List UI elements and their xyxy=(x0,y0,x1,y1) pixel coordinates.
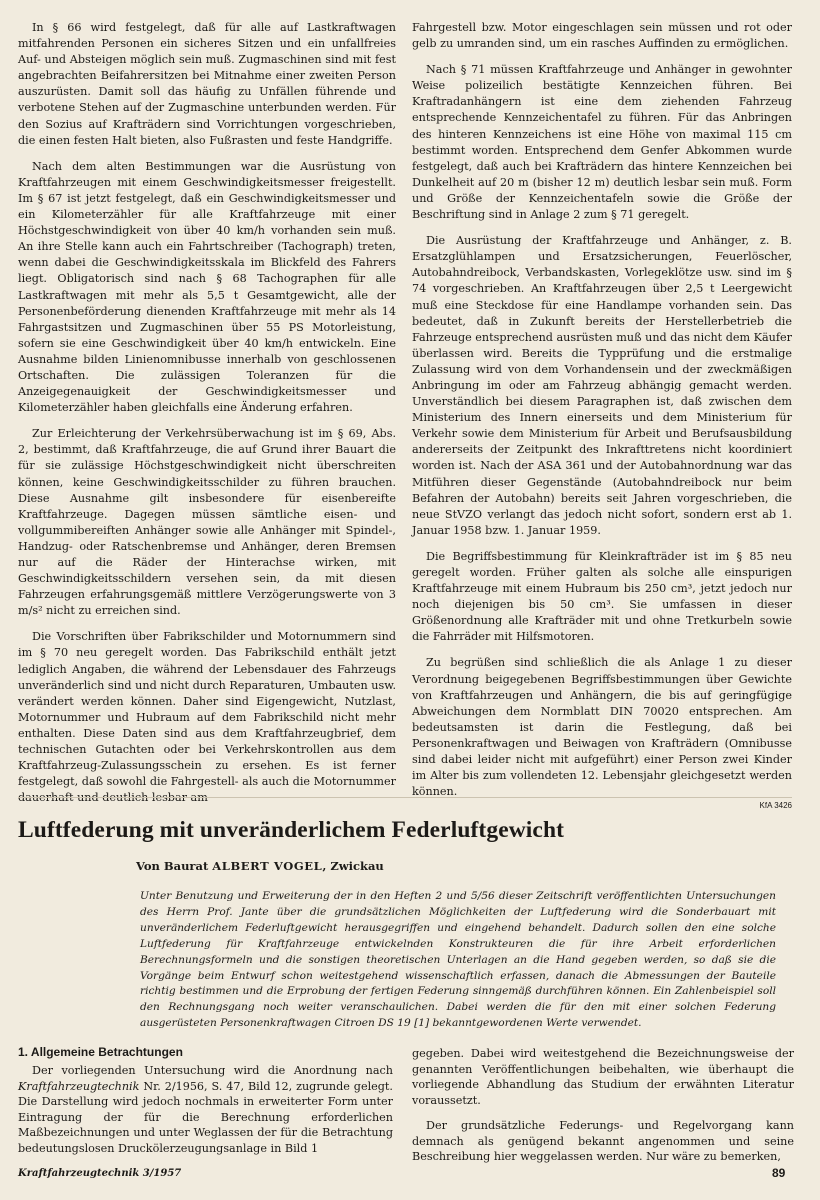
author-name: ALBERT VOGEL xyxy=(212,859,323,873)
paragraph: Nach § 71 müssen Kraftfahrzeuge und Anhänger in gewohnter Weise polizeilich bestätigte Kennzeichen führen. Bei Kraftradanhängern ist eine dem ziehenden Fahrzeug entsprechende Kennzeichentafel zu führen. Für das Anbringen des hinteren Kennzeichens ist eine Höhe von maximal 115 cm bestimmt worden. Entsprechend dem Genfer Abkommen wurde festgelegt, daß auch bei Krafträdern das hintere Kennzeichen bei Dunkelheit auf 20 m (bisher 12 m) deutlich lesbar sein muß. Form und Größe der Kennzeichentafeln sowie die Größe der Beschriftung sind in Anlage 2 zum § 71 geregelt. xyxy=(412,63,792,222)
byline-prefix: Von Baurat xyxy=(136,859,209,873)
author-location: , Zwickau xyxy=(322,859,384,873)
paragraph: Zur Erleichterung der Verkehrsüberwachung ist im § 69, Abs. 2, bestimmt, daß Kraftfahrzeuge, die auf Grund ihrer Bauart die für sie zulässige Höchstgeschwindigkeit nicht überschreiten können, keine Geschwindigkeitsschilder zu führen brauchen. Diese Ausnahme gilt insbesondere für eisenbereifte Kraftfahrzeuge. Dagegen müssen sämtliche eisen- und vollgummibereiften Anhänger sowie alle Anhänger mit Spindel-, Handzug- oder Ratschenbremse und Anhänger, deren Bremsen nur auf die Räder der Hinterachse wirken, mit Geschwindigkeitsschildern versehen sein, da mit diesen Fahrzeugen erfahrungsgemäß mittlere Verzögerungswerte von 3 m/s² nicht zu erreichen sind. xyxy=(18,427,396,618)
paragraph-continued: Fahrgestell bzw. Motor eingeschlagen sein müssen und rot oder gelb zu umranden sind, um ein rasches Auffinden zu ermöglichen. xyxy=(412,21,792,51)
section-right-column xyxy=(412,1046,794,1175)
paragraph: Die Vorschriften über Fabrikschilder und Motornummern sind im § 70 neu geregelt worden. Das Fabrikschild enthält jetzt lediglich Angaben, die während der Lebensdauer des Fahrzeugs unveränderlich sind und nicht durch Reparaturen, Umbauten usw. verändert werden können. Daher sind Eigengewicht, Nutzlast, Motornummer und Hubraum auf dem Fabrikschild nicht mehr enthalten. Diese Daten sind aus dem Kraftfahrzeugbrief, dem technischen Gutachten oder bei Verkehrskontrollen aus dem Kraftfahrzeug-Zulassungsschein zu ersehen. Es ist ferner festgelegt, daß sowohl die Fahrgestell- als auch die Motornummer dauerhaft und deutlich lesbar am xyxy=(18,630,396,805)
paragraph-continued: gegeben. Dabei wird weitestgehend die Bezeichnungsweise der genannten Veröffentlichungen beibehalten, wie überhaupt die vorliegende Abhandlung das Studium der erwähnten Literatur voraussetzt. xyxy=(412,1047,794,1107)
byline xyxy=(136,859,384,873)
reference-code: KfA 3426 xyxy=(759,801,792,811)
top-left-column xyxy=(18,20,396,816)
top-right-column xyxy=(412,20,792,814)
section-left-column xyxy=(18,1063,393,1166)
footer-journal: Kraftfahrzeugtechnik 3/1957 xyxy=(18,1168,182,1179)
paragraph: Der grundsätzliche Federungs- und Regelvorgang kann demnach als genügend bekannt angenommen und seine Beschreibung hier weggelassen werden. Nur wäre zu bemerken, xyxy=(412,1119,794,1163)
paragraph: Zu begrüßen sind schließlich die als Anlage 1 zu dieser Verordnung beigegebenen Begriffsbestimmungen über Gewichte von Kraftfahrzeugen und Anhängern, die bis auf geringfügige Abweichungen dem Normblatt DIN 70020 entsprechen. Am bedeutsamsten ist darin die Festlegung, daß bei Personenkraftwagen und Beiwagen von Krafträdern (Omnibusse sind dabei leider nicht mit aufgeführt) einer Person zwei Kinder im Alter bis zum vollendeten 12. Lebensjahr gleichgesetzt werden können. xyxy=(412,656,792,799)
paragraph: Die Ausrüstung der Kraftfahrzeuge und Anhänger, z. B. Ersatzglühlampen und Ersatzsicherungen, Feuerlöscher, Autobahndreibock, Verbandskasten, Vorlegeklötze usw. sind im § 74 vorgeschrieben. An Kraftfahrzeugen über 2,5 t Leergewicht muß eine Steckdose für eine Handlampe vorhanden sein. Das bedeutet, daß in Zukunft bereits der Herstellerbetrieb die Fahrzeuge entsprechend ausrüsten muß und das nicht dem Käufer überlassen wird. Bereits die Typprüfung und die erstmalige Zulassung wird von dem Vorhandensein und der zweckmäßigen Anbringung im oder am Fahrzeug abhängig gemacht werden. Unverständlich bei diesem Paragraphen ist, daß zwischen dem Ministerium des Innern einerseits und dem Ministerium für Verkehr sowie dem Ministerium für Arbeit und Berufsausbildung andererseits der Zeitpunkt des Inkrafttretens nicht koordiniert worden ist. Nach der ASA 361 und der Autobahnordnung war das Mitführen dieser Gegenstände (Autobahndreibock nur beim Befahren der Autobahn) bereits seit Jahren vorgeschrieben, die neue StVZO verlangt das jedoch nicht sofort, sondern erst ab 1. Januar 1958 bzw. 1. Januar 1959. xyxy=(412,234,792,537)
article-title: Luftfederung mit unveränderlichem Federluftgewicht xyxy=(18,817,565,843)
paragraph: Nach dem alten Bestimmungen war die Ausrüstung von Kraftfahrzeugen mit einem Geschwindigkeitsmesser freigestellt. Im § 67 ist jetzt festgelegt, daß ein Geschwindigkeitsmesser und ein Kilometerzähler für alle Kraftfahrzeuge mit einer Höchstgeschwindigkeit von über 40 km/h vorhanden sein muß. An ihre Stelle kann auch ein Fahrtschreiber (Tachograph) treten, wenn dabei die Geschwindigkeitsskala im Blickfeld des Fahrers liegt. Obligatorisch sind nach § 68 Tachographen für alle Lastkraftwagen mit mehr als 5,5 t Gesamtgewicht, alle der Personenbeförderung dienenden Kraftfahrzeuge mit mehr als 14 Fahrgastsitzen und Zugmaschinen über 55 PS Motorleistung, sofern sie eine Geschwindigkeit über 40 km/h entwickeln. Eine Ausnahme bilden Linienomnibusse innerhalb von geschlossenen Ortschaften. Die zulässigen Toleranzen für die Anzeigegenauigkeit der Geschwindigkeitsmesser und Kilometerzähler haben gleichfalls eine Änderung erfahren. xyxy=(18,159,396,415)
text-run: Der vorliegenden Untersuchung wird die Anordnung nach xyxy=(32,1064,393,1077)
paragraph: Die Begriffsbestimmung für Kleinkrafträder ist im § 85 neu geregelt worden. Früher galten als solche alle einspurigen Kraftfahrzeuge mit einem Hubraum bis 250 cm³, jetzt jedoch nur noch diejenigen bis 50 cm³. Sie umfassen in dieser Größenordnung alle Krafträder mit und ohne Tretkurbeln sowie die Fahrräder mit Hilfsmotoren. xyxy=(412,549,792,644)
article-abstract: Unter Benutzung und Erweiterung der in den Heften 2 und 5/56 dieser Zeitschrift veröffentlichten Untersuchungen des Herrn Prof. Jante über die grundsätzlichen Möglichkeiten der Luftfederung wird die Sonderbauart mit unveränderlichem Federluftgewicht herausgegriffen und eingehend behandelt. Dadurch sollen den eine solche Luftfederung für Kraftfahrzeuge entwickelnden Konstrukteuren die für ihre Arbeit erforderlichen Berechnungsformeln und die sonstigen theoretischen Unterlagen an die Hand gegeben werden, so daß sie die Vorgänge beim Entwurf schon weitestgehend wissenschaftlich erfassen, danach die Abmessungen der Bauteile richtig bestimmen und die Erprobung der fertigen Federung sinngemäß durchführen können. Ein Zahlenbeispiel soll den Rechnungsgang noch weiter veranschaulichen. Dabei werden die für den mit einer solchen Federung ausgerüsteten Personenkraftwagen Citroen DS 19 [1] bekanntgewordenen Werte verwendet. xyxy=(140,890,776,1030)
section-heading: 1. Allgemeine Betrachtungen xyxy=(18,1045,183,1059)
section-divider xyxy=(18,797,792,798)
text-run: Nr. 2/1956, S. 47, Bild 12, zugrunde gelegt. Die Darstellung wird jedoch nochmals in erweiterter Form unter Eintragung der für die Berechnung erforderlichen Maßbezeichnungen und unter Weglassen der für die Betrachtung bedeutungslosen Druckölerzeugungsanlage in Bild 1 xyxy=(18,1079,393,1155)
paragraph xyxy=(18,1063,393,1156)
page-number: 89 xyxy=(772,1166,786,1180)
journal-reference: Kraftfahrzeugtechnik xyxy=(18,1079,140,1093)
paragraph: In § 66 wird festgelegt, daß für alle auf Lastkraftwagen mitfahrenden Personen ein sicheres Sitzen und ein unfallfreies Auf- und Absteigen möglich sein muß. Zugmaschinen sind mit fest angebrachten Beifahrersitzen bei Mitnahme einer zweiten Person auszurüsten. Damit soll das häufig zu Unfällen führende und verbotene Stehen auf der Zugmaschine unterbunden werden. Für den Sozius auf Krafträdern sind Vorrichtungen vorgeschrieben, die einen festen Halt bieten, also Fußrasten und feste Handgriffe. xyxy=(18,21,396,147)
